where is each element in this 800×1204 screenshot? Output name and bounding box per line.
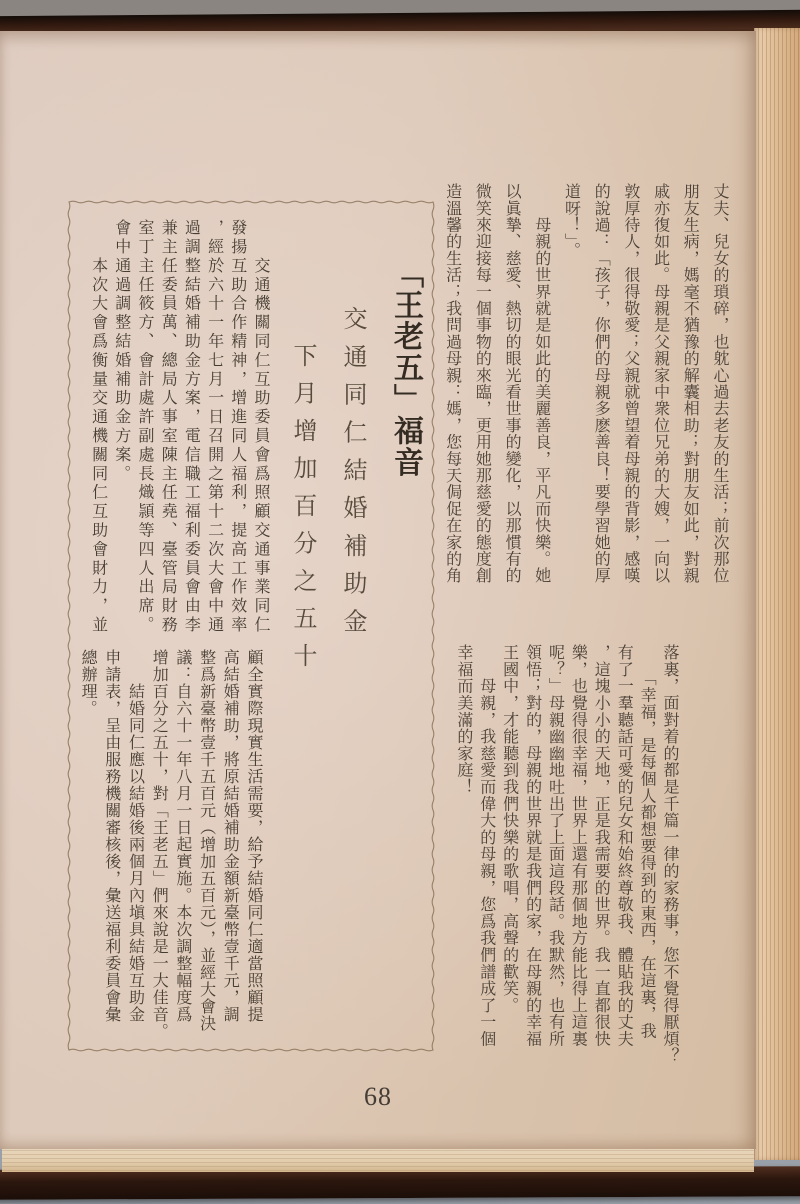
article-title-subtitle-1: 交通同仁結婚補助金 xyxy=(339,306,365,647)
text-column: 室丁主任筱方、會計處許副處長熾頴等四人出席。 xyxy=(135,219,153,635)
text-column: 的說過：「孩子，你們的母親多麽善良！要學習她的厚 xyxy=(592,183,610,584)
text-column: 結婚同仁應以結婚後兩個月內塡具結婚互助金 xyxy=(126,649,144,1023)
article-body-lower-band xyxy=(75,649,265,1045)
article-title-subtitle-2: 下月增加百分之五十 xyxy=(289,343,315,681)
text-column: 丈夫、兒女的瑣碎，也躭心過去老友的生活；前次那位 xyxy=(711,183,728,584)
text-column: 母親，我慈愛而偉大的母親，您爲我們譜成了一個 xyxy=(477,644,495,1048)
text-column: 議：自六十一年八月一日起實施。本次調整幅度爲 xyxy=(173,649,191,1023)
text-column: 過調整結婚補助金方案，電信職工福利委員會由李 xyxy=(182,219,200,635)
text-column: 母親的世界就是如此的美麗善良，平凡而快樂。她 xyxy=(532,183,550,584)
article-box xyxy=(67,200,435,1052)
text-column: 微笑來迎接每一個事物的來臨，更用她那慈愛的態度創 xyxy=(473,183,491,584)
page-stack-right xyxy=(754,28,800,1160)
text-column: 增加百分之五十，對「王老五」們來說是一大佳音。 xyxy=(150,649,168,1040)
essay-part1 xyxy=(436,183,734,607)
text-column: 以眞摯、慈愛、熱切的眼光看世事的變化，以那慣有的 xyxy=(503,183,521,584)
text-column: 有了一羣聽話可愛的兒女和始終尊敬我、體貼我的丈夫 xyxy=(615,644,633,1048)
text-column: 戚亦復如此。母親是父親家中衆位兄弟的大嫂，一向以 xyxy=(651,183,669,584)
text-column: 敦厚待人，很得敬愛；父親就曾望着母親的背影，感嘆 xyxy=(621,183,639,584)
text-column: 會中通過調整結婚補助金方案。 xyxy=(112,219,130,484)
text-column: 道呀！」。 xyxy=(562,183,580,259)
essay-part2 xyxy=(450,644,680,1070)
text-column: 本次大會爲衡量交通機關同仁互助會財力，並 xyxy=(89,219,107,635)
text-column: 發揚互助合作精神，增進同人福利，提高工作效率 xyxy=(228,219,246,635)
article-title-main: 「王老五」福音 xyxy=(389,258,422,478)
text-column: 顧全實際現實生活需要，給予結婚同仁適當照顧提 xyxy=(245,649,262,1023)
text-column: 兼主任委員萬、總局人事室陳主任堯、臺管局財務 xyxy=(159,219,177,635)
page-number: 68 xyxy=(364,1082,392,1111)
text-column: ，經於六十一年七月一日召開之第十二次大會中通 xyxy=(205,219,223,635)
book-page xyxy=(0,31,756,1149)
page-stack-bottom xyxy=(2,1146,754,1172)
text-column: ，這塊小小的天地，正是我需要的世界。我一直都很快 xyxy=(592,644,610,1048)
text-column: 幸福而美滿的家庭！ xyxy=(454,644,472,796)
text-column: 申請表，呈由服務機關審核後，彙送福利委員會彙 xyxy=(102,649,120,1023)
text-column: 朋友生病，媽毫不猶豫的解囊相助；對朋友如此，對親 xyxy=(681,183,699,584)
article-body-upper-band xyxy=(86,219,272,641)
text-column: 高結婚補助，將原結婚補助金額新臺幣壹千元，調 xyxy=(221,649,239,1023)
text-column: 領悟；對的，母親的世界就是我們的家，在母親的幸福 xyxy=(523,644,541,1048)
text-column: 王國中，才能聽到我們快樂的歌唱，高聲的歡笑。 xyxy=(500,644,518,1014)
text-column: 樂，也覺得很幸福，世界上還有那個地方能比得上這裏 xyxy=(569,644,587,1048)
text-column: 造溫馨的生活；我問過母親：媽，您每天侷促在家的角 xyxy=(443,183,461,584)
text-column: 落裏，面對着的都是千篇一律的家務事，您不覺得厭煩？ xyxy=(661,644,678,1064)
text-column: 交通機關同仁互助委員會爲照顧交通事業同仁 xyxy=(252,219,269,635)
text-column: 整爲新臺幣壹千五百元（增加五百元），並經大會決 xyxy=(197,649,215,1032)
text-column: 總辦理。 xyxy=(79,649,97,717)
text-column: 呢？」母親幽幽地吐出了上面這段話。我默然，也有所 xyxy=(546,644,564,1048)
text-column: 「幸福，是每個人都想要得到的東西，在這裏，我 xyxy=(638,644,656,1040)
